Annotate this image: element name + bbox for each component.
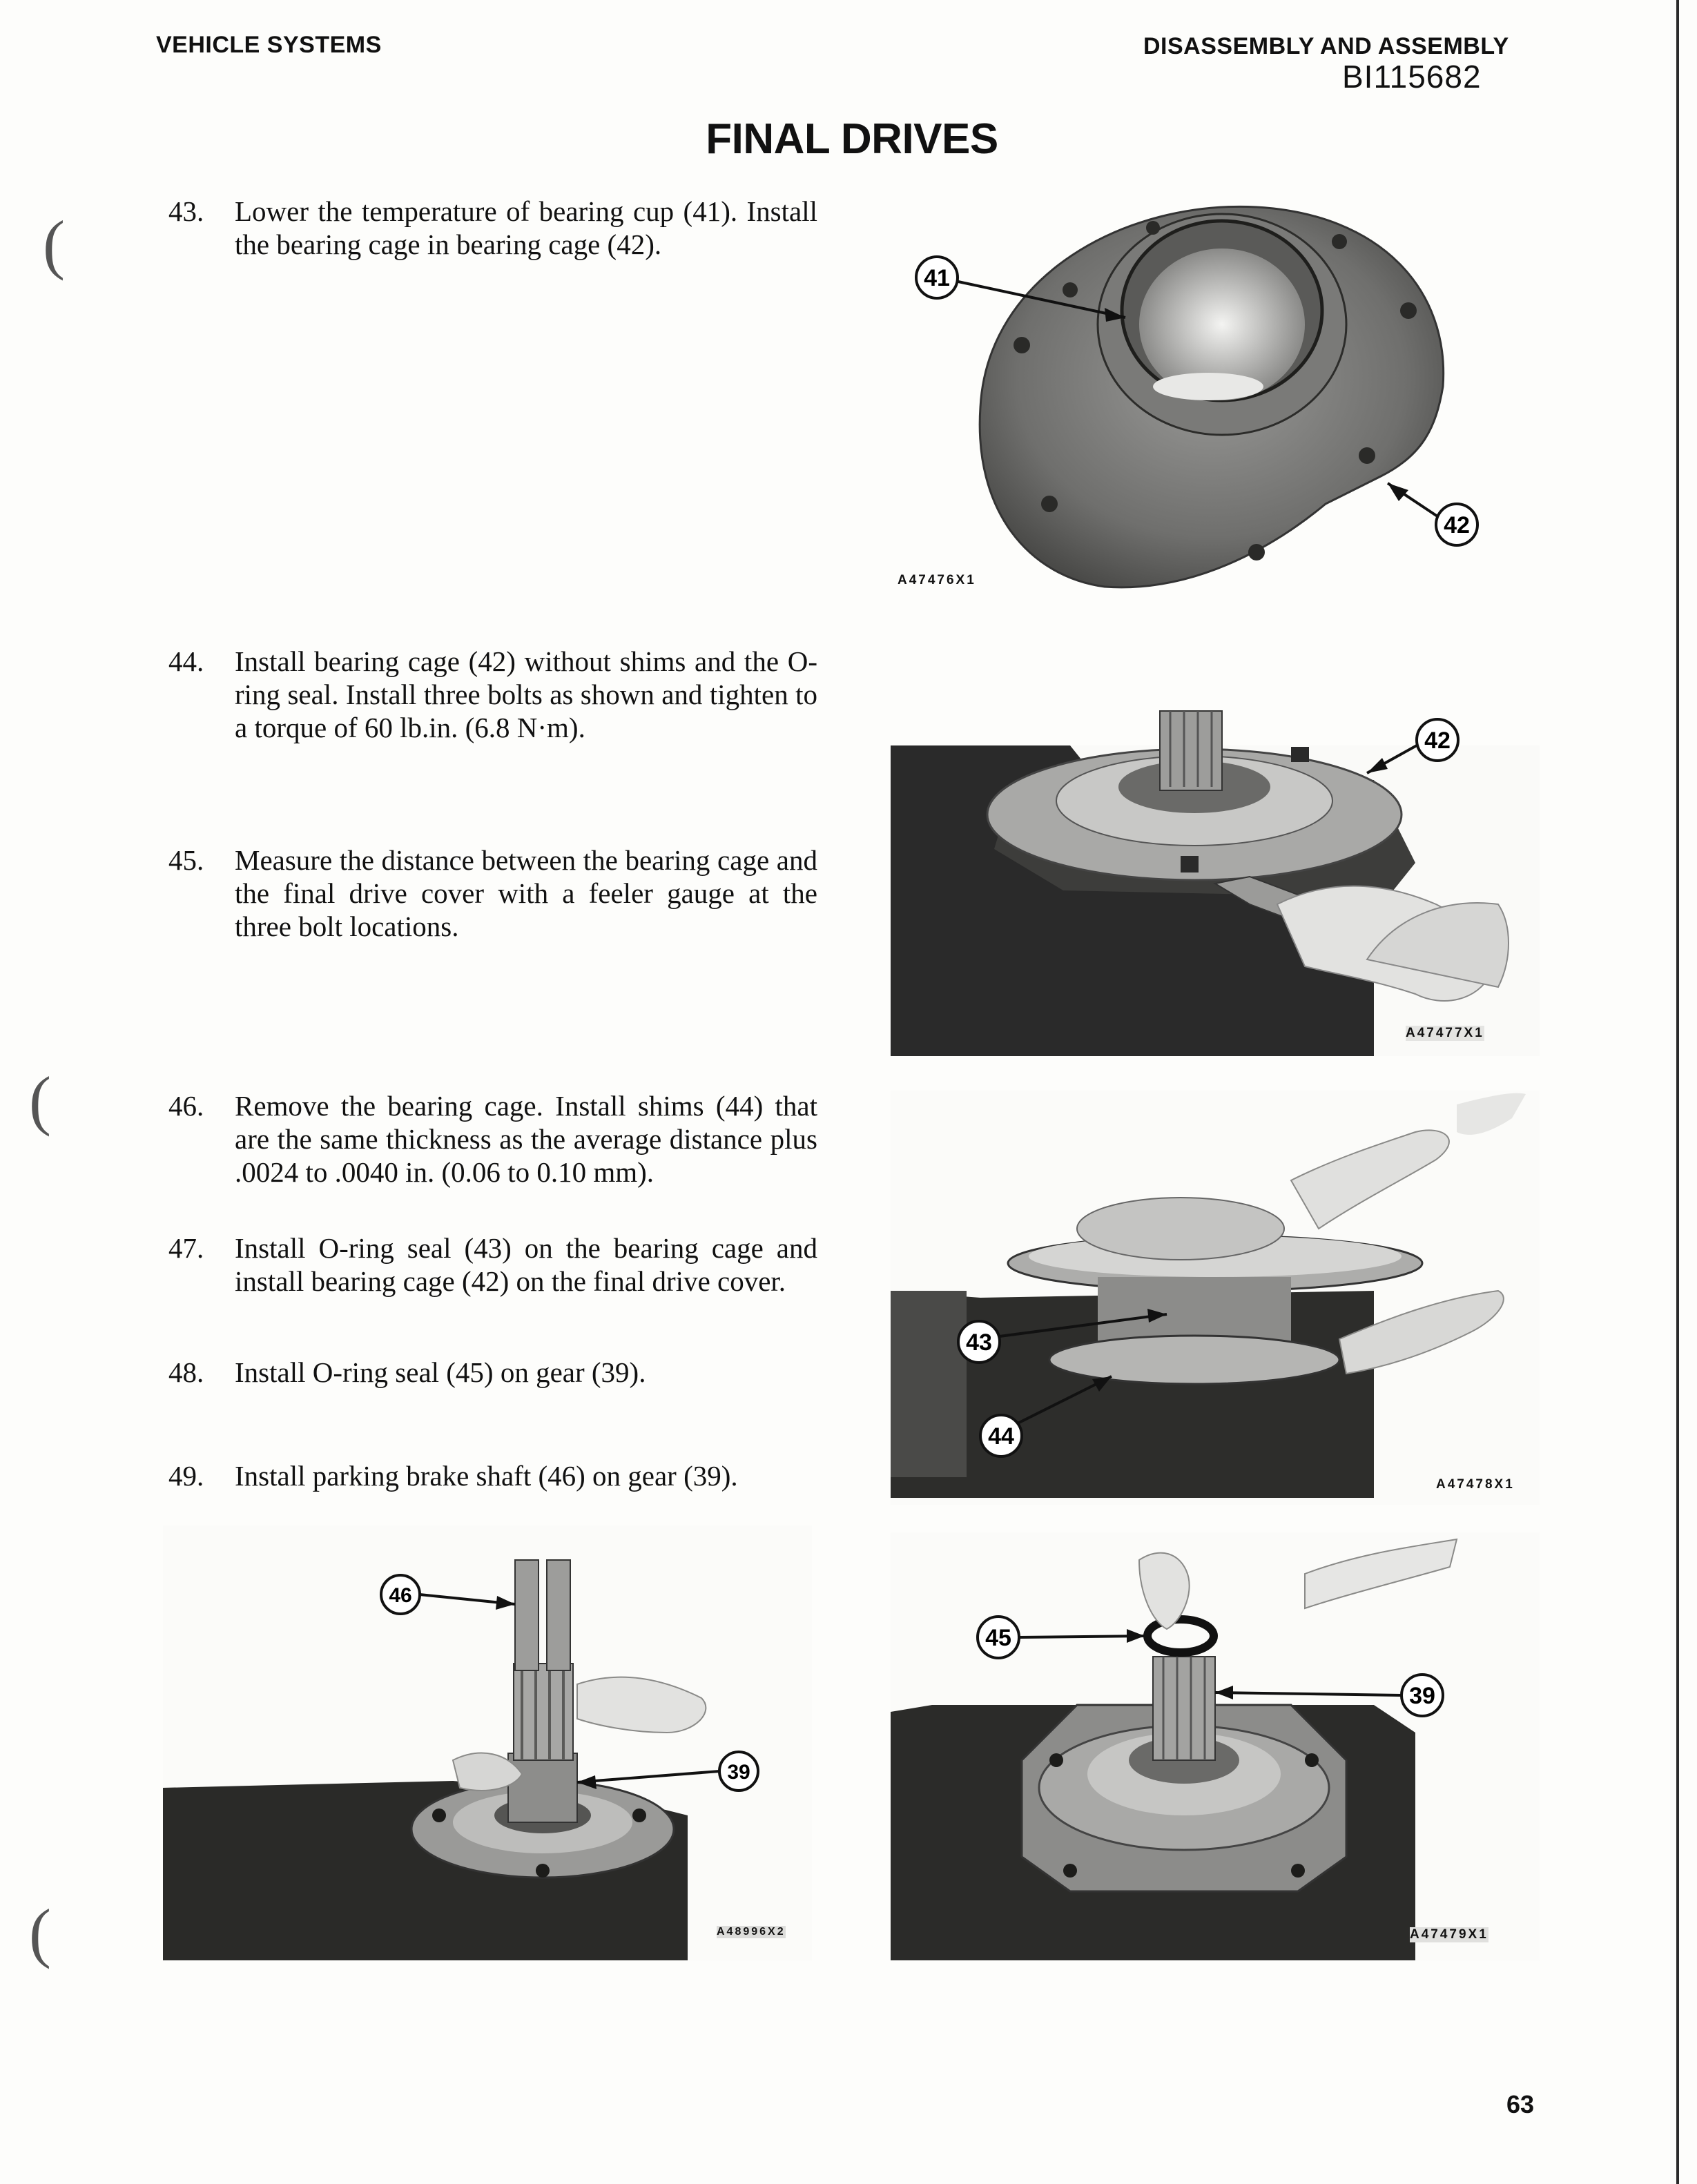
bearing-cage-illustration bbox=[898, 179, 1546, 607]
figure-parking-brake-shaft bbox=[163, 1525, 812, 1960]
step-45 bbox=[168, 844, 817, 943]
figure-code: A47479X1 bbox=[1410, 1927, 1488, 1942]
callout-label: 43 bbox=[966, 1329, 992, 1356]
step-46 bbox=[168, 1089, 817, 1189]
header-section-type: DISASSEMBLY AND ASSEMBLY bbox=[1143, 33, 1509, 59]
callout-42 bbox=[1388, 483, 1477, 545]
page-number: 63 bbox=[1506, 2090, 1535, 2118]
page-edge-rule bbox=[1676, 0, 1679, 2184]
step-text: Install O-ring seal (45) on gear (39). bbox=[235, 1356, 646, 1388]
step-number: 47. bbox=[168, 1232, 204, 1264]
figure-bearing-cage bbox=[898, 179, 1546, 607]
figure-feeler-gauge bbox=[891, 697, 1540, 1056]
oring-gear-illustration bbox=[891, 1532, 1540, 1960]
figure-code: A47477X1 bbox=[1406, 1026, 1484, 1040]
margin-bracket: ( bbox=[29, 1895, 51, 1969]
callout-label: 39 bbox=[1409, 1683, 1435, 1709]
step-text: Lower the temperature of bearing cup (41). Install the bearing cage in bearing cage (42). bbox=[235, 195, 817, 260]
parking-brake-shaft-illustration bbox=[163, 1525, 812, 1960]
figure-code: A48996X2 bbox=[717, 1926, 786, 1938]
page-title: FINAL DRIVES bbox=[706, 115, 998, 163]
step-text: Measure the distance between the bearing cage and the final drive cover with a feeler gauge at the three bolt locations. bbox=[235, 844, 817, 942]
step-49 bbox=[168, 1459, 817, 1492]
figure-shims-install bbox=[891, 1091, 1540, 1505]
margin-bracket: ( bbox=[29, 1063, 51, 1137]
step-number: 49. bbox=[168, 1460, 204, 1492]
step-text: Install O-ring seal (43) on the bearing cage and install bearing cage (42) on the final drive cover. bbox=[235, 1232, 817, 1297]
step-number: 45. bbox=[168, 844, 204, 876]
callout-label: 44 bbox=[988, 1423, 1014, 1450]
step-text: Remove the bearing cage. Install shims (44) that are the same thickness as the average distance plus .0024 to .0040 in. (0.06 to 0.10 mm). bbox=[235, 1090, 817, 1188]
step-number: 43. bbox=[168, 195, 204, 227]
margin-bracket: ( bbox=[43, 207, 65, 281]
header-section-name: VEHICLE SYSTEMS bbox=[156, 32, 382, 58]
step-47 bbox=[168, 1231, 817, 1298]
shims-install-illustration bbox=[891, 1091, 1540, 1505]
callout-label: 42 bbox=[1444, 512, 1470, 538]
step-text: Install bearing cage (42) without shims and the O-ring seal. Install three bolts as shown and tighten to a torque of 60 lb.in. (6.8 N·m). bbox=[235, 645, 817, 743]
callout-label: 41 bbox=[924, 265, 950, 291]
callout-label: 39 bbox=[727, 1761, 750, 1784]
callout-label: 42 bbox=[1424, 728, 1451, 754]
figure-code: A47478X1 bbox=[1436, 1477, 1515, 1492]
step-43 bbox=[168, 195, 817, 261]
step-number: 48. bbox=[168, 1356, 204, 1388]
figure-code: A47476X1 bbox=[898, 573, 976, 587]
callout-label: 46 bbox=[389, 1584, 412, 1607]
step-text: Install parking brake shaft (46) on gear (39). bbox=[235, 1460, 738, 1492]
step-48 bbox=[168, 1356, 817, 1389]
step-number: 46. bbox=[168, 1090, 204, 1122]
step-number: 44. bbox=[168, 645, 204, 677]
document-id: BI115682 bbox=[1342, 59, 1482, 95]
step-44 bbox=[168, 645, 817, 744]
figure-oring-gear bbox=[891, 1532, 1540, 1960]
callout-label: 45 bbox=[985, 1625, 1011, 1651]
feeler-gauge-illustration bbox=[891, 697, 1540, 1056]
